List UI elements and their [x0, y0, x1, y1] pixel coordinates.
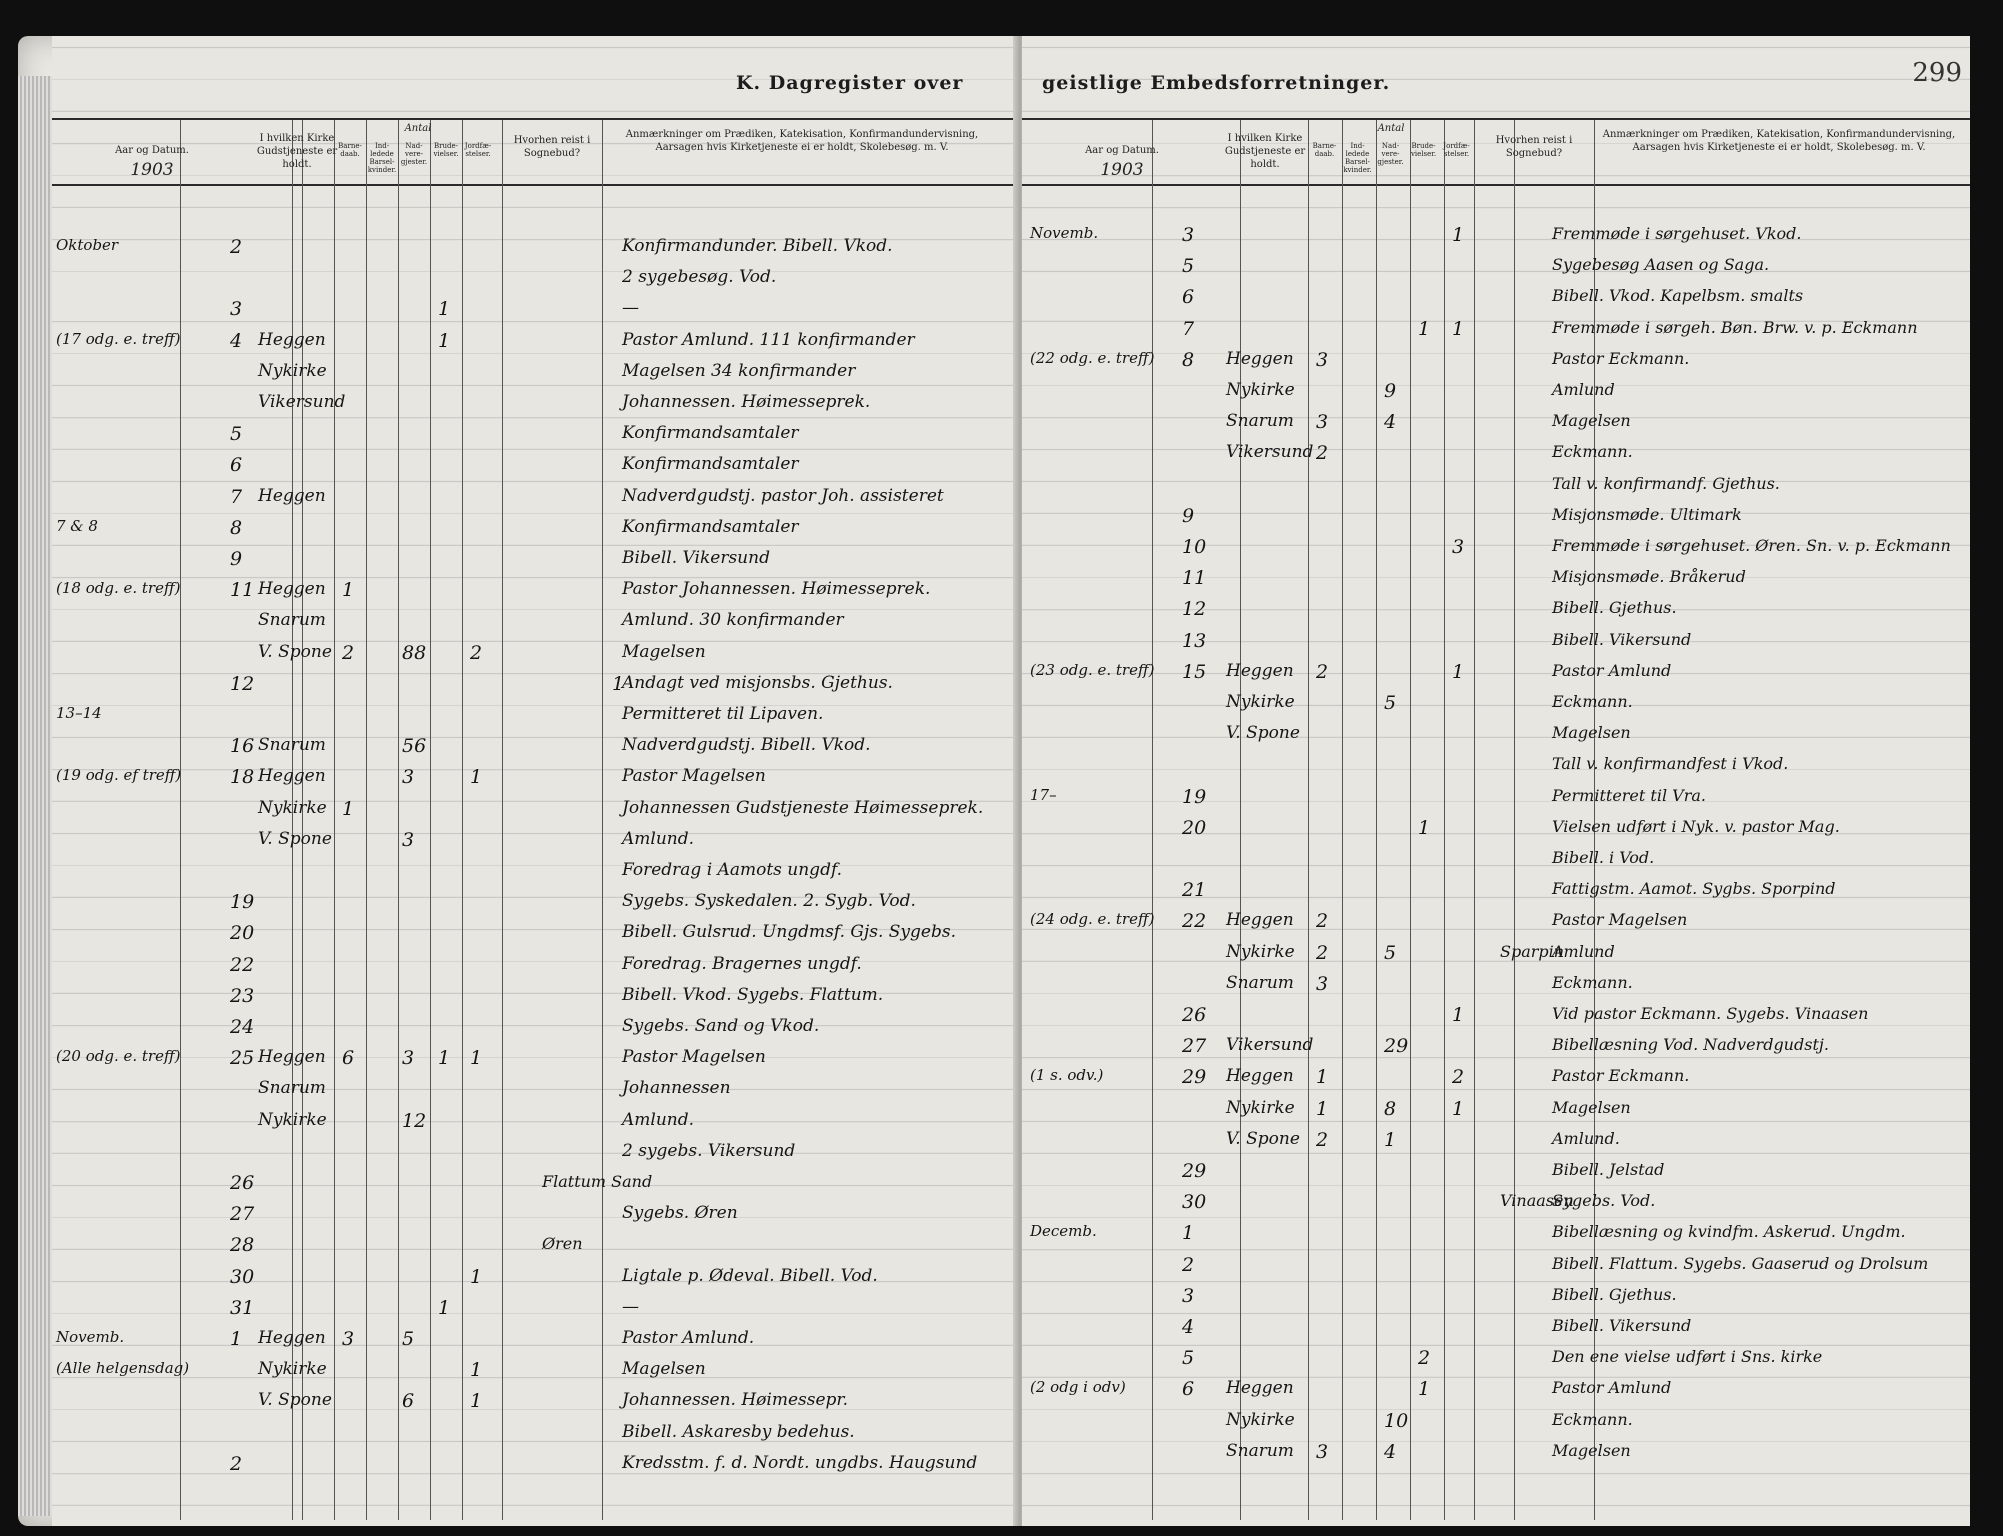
right-row-7-church: Vikersund	[1226, 442, 1314, 463]
left-row-15-month: 13–14	[56, 704, 102, 722]
left-column-rule	[502, 120, 503, 1520]
right-row-32-month: Decemb.	[1030, 1222, 1097, 1241]
right-row-23-church: Nykirke	[1226, 941, 1295, 962]
right-row-11-remarks: Misjonsmøde. Bråkerud	[1552, 567, 1746, 587]
left-row-16-day: 16	[230, 735, 255, 758]
left-row-26-funerals: 1	[470, 1047, 483, 1070]
left-row-18-remarks: Johannessen Gudstjeneste Høimesseprek.	[622, 797, 984, 818]
right-row-26-day: 27	[1182, 1035, 1207, 1058]
right-row-26-remarks: Bibellæsning Vod. Nadverdgudstj.	[1552, 1035, 1829, 1055]
right-row-38-remarks: Eckmann.	[1552, 1409, 1633, 1429]
right-column-rule	[1376, 120, 1377, 1520]
right-row-2-remarks: Bibell. Vkod. Kapelbsm. smalts	[1552, 286, 1804, 306]
left-row-35-church: Heggen	[258, 1328, 326, 1348]
left-row-3-remarks: Pastor Amlund. 111 konfirmander	[622, 329, 915, 350]
right-header-remarks: Anmærkninger om Prædiken, Katekisation, Konfirmandundervisning, Aarsagen hvis Kirketjeneste ei er holdt, Skolebesøg. m. V.	[1602, 129, 1956, 153]
left-row-35-communicants: 5	[402, 1328, 415, 1350]
right-row-27-baptisms: 1	[1316, 1066, 1329, 1089]
left-row-34-remarks: —	[622, 1296, 639, 1317]
left-row-36-remarks: Magelsen	[622, 1359, 706, 1380]
left-column-rule	[430, 120, 431, 1520]
left-row-1-remarks: 2 sygebesøg. Vod.	[622, 267, 777, 288]
left-page	[52, 36, 1018, 1526]
left-header-count-0: Barne-daab.	[338, 142, 362, 158]
right-row-3-funerals: 1	[1452, 317, 1465, 340]
left-row-13-funerals: 2	[470, 641, 483, 664]
left-row-11-church: Heggen	[258, 579, 326, 600]
right-row-25-remarks: Vid pastor Eckmann. Sygebs. Vinaasen	[1552, 1004, 1869, 1023]
left-row-18-church: Nykirke	[258, 797, 327, 818]
right-row-23-communicants: 5	[1384, 941, 1397, 964]
left-row-13-church: V. Spone	[258, 641, 332, 662]
right-row-26-church: Vikersund	[1226, 1035, 1314, 1056]
left-row-31-remarks: Sygebs. Øren	[622, 1203, 738, 1224]
right-row-39-remarks: Magelsen	[1552, 1440, 1631, 1460]
right-column-rule	[1444, 120, 1445, 1520]
left-header-count-4: Jordfæ-stelser.	[464, 142, 492, 158]
left-row-26-remarks: Pastor Magelsen	[622, 1047, 766, 1068]
right-row-28-communicants: 8	[1384, 1097, 1397, 1120]
left-row-19-remarks: Amlund.	[622, 828, 695, 849]
left-row-8-remarks: Nadverdgudstj. pastor Joh. assisteret	[622, 485, 944, 506]
left-row-36-church: Nykirke	[258, 1359, 327, 1380]
left-row-30-travel: Flattum Sand	[542, 1172, 653, 1191]
right-row-1-day: 5	[1182, 255, 1195, 278]
right-row-31-travel: Vinaasen	[1500, 1191, 1574, 1211]
left-row-5-remarks: Johannessen. Høimesseprek.	[622, 392, 871, 412]
right-row-37-weddings: 1	[1418, 1378, 1431, 1401]
left-row-9-month: 7 & 8	[56, 516, 98, 535]
right-header-count-0: Barne-daab.	[1312, 142, 1337, 158]
left-row-22-remarks: Bibell. Gulsrud. Ungdmsf. Gjs. Sygebs.	[622, 922, 956, 943]
left-row-26-month: (20 odg. e. treff)	[56, 1047, 181, 1066]
right-row-26-communicants: 29	[1384, 1035, 1409, 1058]
right-row-11-day: 11	[1182, 567, 1207, 590]
right-row-32-day: 1	[1182, 1222, 1195, 1245]
left-row-35-baptisms: 3	[342, 1328, 355, 1350]
right-row-10-remarks: Fremmøde i sørgehuset. Øren. Sn. v. p. Eckmann	[1552, 536, 1951, 555]
right-row-20-remarks: Bibell. i Vod.	[1552, 848, 1655, 867]
right-row-37-month: (2 odg i odv)	[1030, 1378, 1126, 1397]
right-row-27-month: (1 s. odv.)	[1030, 1066, 1104, 1085]
right-row-5-communicants: 9	[1384, 380, 1397, 402]
left-row-10-remarks: Bibell. Vikersund	[622, 548, 770, 568]
left-row-39-day: 2	[230, 1452, 243, 1475]
right-row-27-funerals: 2	[1452, 1066, 1465, 1089]
right-row-13-remarks: Bibell. Vikersund	[1552, 629, 1692, 649]
left-row-24-remarks: Bibell. Vkod. Sygebs. Flattum.	[622, 984, 884, 1005]
right-row-0-month: Novemb.	[1030, 224, 1099, 242]
left-row-13-remarks: Magelsen	[622, 641, 706, 662]
left-row-26-baptisms: 6	[342, 1047, 355, 1070]
right-row-24-church: Snarum	[1226, 972, 1294, 993]
right-row-19-remarks: Vielsen udført i Nyk. v. pastor Mag.	[1552, 816, 1840, 836]
left-row-32-day: 28	[230, 1234, 255, 1257]
left-row-16-church: Snarum	[258, 735, 326, 756]
right-column-rule	[1240, 120, 1241, 1520]
right-row-6-communicants: 4	[1384, 411, 1397, 434]
left-row-11-remarks: Pastor Johannessen. Høimesseprek.	[622, 579, 931, 600]
left-page-title: K. Dagregister over	[736, 72, 964, 94]
left-row-33-day: 30	[230, 1265, 255, 1288]
right-row-19-weddings: 1	[1418, 816, 1431, 839]
right-row-16-church: V. Spone	[1226, 723, 1300, 744]
right-row-38-communicants: 10	[1384, 1409, 1409, 1432]
left-row-35-day: 1	[230, 1328, 243, 1350]
left-row-3-weddings: 1	[438, 329, 451, 352]
right-row-36-remarks: Den ene vielse udført i Sns. kirke	[1552, 1347, 1823, 1367]
left-row-4-church: Nykirke	[258, 360, 327, 381]
right-row-3-weddings: 1	[1418, 317, 1431, 340]
left-header-count-3: Brude-vielser.	[433, 142, 459, 158]
right-header-bottom-rule	[1022, 184, 1970, 186]
page-number: 299	[1912, 58, 1962, 88]
right-row-30-remarks: Bibell. Jelstad	[1552, 1160, 1665, 1179]
left-row-7-day: 6	[230, 454, 243, 477]
right-row-39-church: Snarum	[1226, 1440, 1294, 1461]
left-header-count-2: Nad-vere-gjester.	[400, 142, 428, 166]
right-row-4-church: Heggen	[1226, 348, 1294, 369]
right-row-4-month: (22 odg. e. treff)	[1030, 348, 1155, 367]
right-row-15-church: Nykirke	[1226, 692, 1295, 712]
right-row-14-baptisms: 2	[1316, 660, 1329, 683]
left-row-21-day: 19	[230, 891, 255, 914]
right-column-rule	[1308, 120, 1309, 1520]
left-row-0-day: 2	[230, 236, 243, 258]
left-column-rule	[366, 120, 367, 1520]
right-header-count-2: Nad-vere-gjester.	[1377, 142, 1404, 166]
left-row-18-baptisms: 1	[342, 797, 355, 820]
left-row-26-church: Heggen	[258, 1047, 326, 1068]
right-row-4-baptisms: 3	[1316, 348, 1329, 371]
left-row-2-day: 3	[230, 298, 243, 321]
right-row-35-day: 4	[1182, 1316, 1195, 1338]
left-row-39-remarks: Kredsstm. f. d. Nordt. ungdbs. Haugsund	[622, 1452, 978, 1473]
left-row-11-baptisms: 1	[342, 579, 355, 602]
left-row-29-remarks: 2 sygebs. Vikersund	[622, 1140, 796, 1161]
left-row-19-communicants: 3	[402, 828, 415, 851]
right-row-0-funerals: 1	[1452, 224, 1465, 246]
right-row-18-remarks: Permitteret til Vra.	[1552, 785, 1706, 805]
right-row-32-remarks: Bibellæsning og kvindfm. Askerud. Ungdm.	[1552, 1222, 1906, 1242]
right-column-rule	[1152, 120, 1153, 1520]
left-row-16-communicants: 56	[402, 735, 427, 758]
left-header-travel: Hvorhen reist i Sognebud?	[513, 135, 591, 159]
left-row-26-weddings: 1	[438, 1047, 451, 1070]
left-row-28-church: Nykirke	[258, 1109, 327, 1130]
left-row-24-day: 23	[230, 984, 255, 1007]
left-row-37-church: V. Spone	[258, 1390, 332, 1411]
left-row-22-day: 20	[230, 922, 255, 945]
right-row-23-travel: Sparpin	[1500, 941, 1565, 961]
right-column-rule	[1474, 120, 1475, 1520]
register-book	[18, 36, 1970, 1526]
right-header-date: Aar og Datum.	[1085, 145, 1159, 156]
left-row-0-remarks: Konfirmandunder. Bibell. Vkod.	[622, 236, 893, 256]
right-row-33-remarks: Bibell. Flattum. Sygebs. Gaaserud og Drolsum	[1552, 1253, 1929, 1273]
left-row-27-church: Snarum	[258, 1078, 326, 1099]
right-row-22-day: 22	[1182, 910, 1207, 933]
right-row-31-day: 30	[1182, 1191, 1207, 1214]
left-header-remarks: Anmærkninger om Prædiken, Katekisation, Konfirmandundervisning, Aarsagen hvis Kirketjeneste ei er holdt, Skolebesøg. m. V.	[625, 129, 979, 153]
right-header-antal: Antal	[1377, 123, 1405, 134]
right-row-7-remarks: Eckmann.	[1552, 442, 1633, 462]
left-row-33-remarks: Ligtale p. Ødeval. Bibell. Vod.	[622, 1265, 878, 1286]
left-row-17-funerals: 1	[470, 766, 483, 789]
right-row-27-remarks: Pastor Eckmann.	[1552, 1066, 1690, 1086]
right-row-23-remarks: Amlund	[1552, 941, 1615, 961]
right-row-9-remarks: Misjonsmøde. Ultimark	[1552, 504, 1742, 524]
right-row-21-remarks: Fattigstm. Aamot. Sygbs. Sporpind	[1552, 879, 1836, 899]
right-row-5-remarks: Amlund	[1552, 380, 1615, 399]
right-row-28-funerals: 1	[1452, 1097, 1465, 1120]
right-row-34-day: 3	[1182, 1284, 1195, 1307]
left-row-21-remarks: Sygebs. Syskedalen. 2. Sygb. Vod.	[622, 891, 916, 912]
left-header-bottom-rule	[52, 184, 1018, 186]
left-row-19-church: V. Spone	[258, 828, 332, 849]
left-column-rule	[398, 120, 399, 1520]
left-row-15-remarks: Permitteret til Lipaven.	[622, 704, 824, 724]
left-row-37-funerals: 1	[470, 1390, 483, 1413]
right-row-29-baptisms: 2	[1316, 1128, 1329, 1151]
left-row-13-communicants: 88	[402, 641, 427, 664]
right-row-1-remarks: Sygebesøg Aasen og Saga.	[1552, 255, 1770, 275]
left-row-36-month: (Alle helgensdag)	[56, 1359, 190, 1378]
right-row-4-remarks: Pastor Eckmann.	[1552, 348, 1690, 368]
right-row-14-day: 15	[1182, 660, 1207, 683]
right-row-37-remarks: Pastor Amlund	[1552, 1378, 1672, 1398]
right-row-4-day: 8	[1182, 348, 1195, 371]
right-row-3-remarks: Fremmøde i sørgeh. Bøn. Brw. v. p. Eckmann	[1552, 317, 1918, 337]
right-header-count-1: Ind-ledede Barsel-kvinder.	[1343, 142, 1372, 174]
right-row-31-remarks: Sygebs. Vod.	[1552, 1191, 1656, 1211]
left-row-33-funerals: 1	[470, 1265, 483, 1288]
left-row-9-remarks: Konfirmandsamtaler	[622, 516, 799, 537]
left-row-26-communicants: 3	[402, 1047, 415, 1070]
left-row-17-remarks: Pastor Magelsen	[622, 766, 766, 787]
left-row-13-baptisms: 2	[342, 641, 355, 664]
right-row-30-day: 29	[1182, 1160, 1207, 1182]
page-edges	[18, 76, 52, 1516]
left-row-25-remarks: Sygebs. Sand og Vkod.	[622, 1016, 820, 1036]
left-column-rule	[462, 120, 463, 1520]
left-row-28-communicants: 12	[402, 1109, 427, 1132]
left-row-8-church: Heggen	[258, 485, 326, 506]
left-row-20-remarks: Foredrag i Aamots ungdf.	[622, 860, 843, 880]
left-row-30-day: 26	[230, 1172, 255, 1194]
right-row-21-day: 21	[1182, 879, 1207, 902]
right-row-22-month: (24 odg. e. treff)	[1030, 910, 1155, 929]
right-column-rule	[1342, 120, 1343, 1520]
right-row-5-church: Nykirke	[1226, 380, 1295, 400]
left-row-23-day: 22	[230, 953, 255, 976]
left-row-14-day: 12	[230, 672, 255, 695]
right-row-18-day: 19	[1182, 785, 1207, 808]
right-header-top-rule	[1022, 118, 1970, 120]
right-page-title: geistlige Embedsforretninger.	[1042, 72, 1391, 94]
right-row-15-communicants: 5	[1384, 692, 1397, 714]
right-row-36-day: 5	[1182, 1347, 1195, 1370]
left-header-top-rule	[52, 118, 1018, 120]
right-row-35-remarks: Bibell. Vikersund	[1552, 1316, 1692, 1335]
left-row-34-weddings: 1	[438, 1296, 451, 1319]
right-row-38-church: Nykirke	[1226, 1409, 1295, 1430]
left-row-23-remarks: Foredrag. Bragernes ungdf.	[622, 953, 862, 974]
left-row-6-remarks: Konfirmandsamtaler	[622, 423, 799, 444]
left-row-27-remarks: Johannessen	[622, 1078, 731, 1099]
left-row-37-communicants: 6	[402, 1390, 415, 1413]
left-header-count-1: Ind-ledede Barsel-kvinder.	[367, 142, 397, 174]
right-row-6-remarks: Magelsen	[1552, 411, 1631, 431]
left-row-2-weddings: 1	[438, 298, 451, 321]
left-row-28-remarks: Amlund.	[622, 1109, 695, 1130]
left-row-17-church: Heggen	[258, 766, 326, 787]
right-row-13-day: 13	[1182, 629, 1207, 652]
right-row-17-remarks: Tall v. konfirmandfest i Vkod.	[1552, 754, 1789, 774]
left-row-32-travel: Øren	[542, 1234, 583, 1254]
right-header-year: 1903	[1100, 160, 1144, 180]
right-row-0-remarks: Fremmøde i sørgehuset. Vkod.	[1552, 224, 1802, 243]
right-row-9-day: 9	[1182, 504, 1195, 527]
right-column-rule	[1514, 120, 1515, 1520]
left-header-year: 1903	[130, 160, 174, 180]
right-row-8-remarks: Tall v. konfirmandf. Gjethus.	[1552, 473, 1780, 493]
right-row-23-baptisms: 2	[1316, 941, 1329, 964]
right-column-rule	[1410, 120, 1411, 1520]
left-row-25-day: 24	[230, 1016, 255, 1038]
left-row-3-month: (17 odg. e. treff)	[56, 329, 181, 348]
right-row-37-day: 6	[1182, 1378, 1195, 1401]
right-row-29-church: V. Spone	[1226, 1128, 1300, 1149]
left-row-16-remarks: Nadverdgudstj. Bibell. Vkod.	[622, 735, 871, 756]
right-row-18-month: 17–	[1030, 785, 1057, 804]
right-row-22-church: Heggen	[1226, 910, 1294, 931]
left-row-17-month: (19 odg. ef treff)	[56, 766, 182, 785]
right-row-6-church: Snarum	[1226, 411, 1294, 432]
right-header-travel: Hvorhen reist i Sognebud?	[1495, 135, 1573, 159]
left-row-5-church: Vikersund	[258, 392, 346, 412]
left-row-35-month: Novemb.	[56, 1328, 125, 1346]
right-row-10-funerals: 3	[1452, 536, 1465, 558]
right-row-39-baptisms: 3	[1316, 1440, 1329, 1463]
left-row-11-day: 11	[230, 579, 255, 602]
right-page	[1022, 36, 1970, 1526]
right-row-22-remarks: Pastor Magelsen	[1552, 910, 1688, 930]
left-row-9-day: 8	[230, 516, 243, 539]
right-row-28-remarks: Magelsen	[1552, 1097, 1631, 1117]
left-row-0-month: Oktober	[56, 236, 119, 254]
right-row-19-day: 20	[1182, 816, 1207, 839]
left-row-14-mark: 1	[612, 672, 625, 695]
left-row-11-month: (18 odg. e. treff)	[56, 579, 181, 598]
left-row-8-day: 7	[230, 485, 243, 508]
right-row-39-communicants: 4	[1384, 1440, 1397, 1463]
right-row-27-day: 29	[1182, 1066, 1207, 1089]
left-row-31-day: 27	[230, 1203, 255, 1226]
right-row-34-remarks: Bibell. Gjethus.	[1552, 1284, 1677, 1304]
right-row-2-day: 6	[1182, 286, 1195, 309]
left-header-church: I hvilken Kirke Gudstjeneste er holdt.	[256, 133, 338, 170]
right-row-10-day: 10	[1182, 536, 1207, 558]
right-row-37-church: Heggen	[1226, 1378, 1294, 1399]
left-row-17-communicants: 3	[402, 766, 415, 789]
right-row-29-communicants: 1	[1384, 1128, 1397, 1151]
left-header-antal: Antal	[404, 123, 432, 134]
left-column-rule	[334, 120, 335, 1520]
right-header-count-3: Brude-vielser.	[1410, 142, 1437, 158]
right-row-27-church: Heggen	[1226, 1066, 1294, 1087]
right-row-25-funerals: 1	[1452, 1004, 1465, 1026]
right-row-33-day: 2	[1182, 1253, 1195, 1276]
right-row-12-remarks: Bibell. Gjethus.	[1552, 598, 1677, 618]
right-row-28-baptisms: 1	[1316, 1097, 1329, 1120]
right-header-count-4: Jordfæ-stelser.	[1443, 142, 1470, 158]
right-row-14-remarks: Pastor Amlund	[1552, 660, 1672, 680]
right-row-15-remarks: Eckmann.	[1552, 692, 1633, 711]
right-row-14-month: (23 odg. e. treff)	[1030, 660, 1155, 679]
left-row-4-remarks: Magelsen 34 konfirmander	[622, 360, 856, 381]
right-row-14-church: Heggen	[1226, 660, 1294, 681]
right-row-6-baptisms: 3	[1316, 411, 1329, 434]
right-row-12-day: 12	[1182, 598, 1207, 621]
left-row-12-church: Snarum	[258, 610, 326, 631]
left-row-14-remarks: Andagt ved misjonsbs. Gjethus.	[622, 672, 893, 693]
right-row-3-day: 7	[1182, 317, 1195, 340]
right-row-24-baptisms: 3	[1316, 972, 1329, 995]
left-row-3-church: Heggen	[258, 329, 326, 350]
right-row-29-remarks: Amlund.	[1552, 1128, 1620, 1148]
left-row-10-day: 9	[230, 548, 243, 570]
right-row-36-weddings: 2	[1418, 1347, 1431, 1370]
right-row-7-baptisms: 2	[1316, 442, 1329, 465]
right-row-16-remarks: Magelsen	[1552, 723, 1631, 743]
left-row-3-day: 4	[230, 329, 243, 352]
left-column-rule	[602, 120, 603, 1520]
right-row-22-baptisms: 2	[1316, 910, 1329, 933]
left-row-6-day: 5	[230, 423, 243, 446]
left-header-date: Aar og Datum.	[115, 145, 189, 156]
left-row-36-funerals: 1	[470, 1359, 483, 1382]
right-row-28-church: Nykirke	[1226, 1097, 1295, 1118]
right-header-church: I hvilken Kirke Gudstjeneste er holdt.	[1224, 133, 1306, 170]
right-row-0-day: 3	[1182, 224, 1195, 246]
right-row-24-remarks: Eckmann.	[1552, 972, 1633, 992]
left-row-35-remarks: Pastor Amlund.	[622, 1328, 755, 1348]
left-row-38-remarks: Bibell. Askaresby bedehus.	[622, 1421, 855, 1442]
left-row-7-remarks: Konfirmandsamtaler	[622, 454, 799, 475]
right-row-14-funerals: 1	[1452, 660, 1465, 683]
left-row-12-remarks: Amlund. 30 konfirmander	[622, 610, 844, 631]
left-row-37-remarks: Johannessen. Høimessepr.	[622, 1390, 849, 1411]
left-row-17-day: 18	[230, 766, 255, 789]
left-row-26-day: 25	[230, 1047, 255, 1070]
left-row-34-day: 31	[230, 1296, 255, 1319]
right-row-25-day: 26	[1182, 1004, 1207, 1026]
left-row-2-remarks: —	[622, 298, 639, 319]
